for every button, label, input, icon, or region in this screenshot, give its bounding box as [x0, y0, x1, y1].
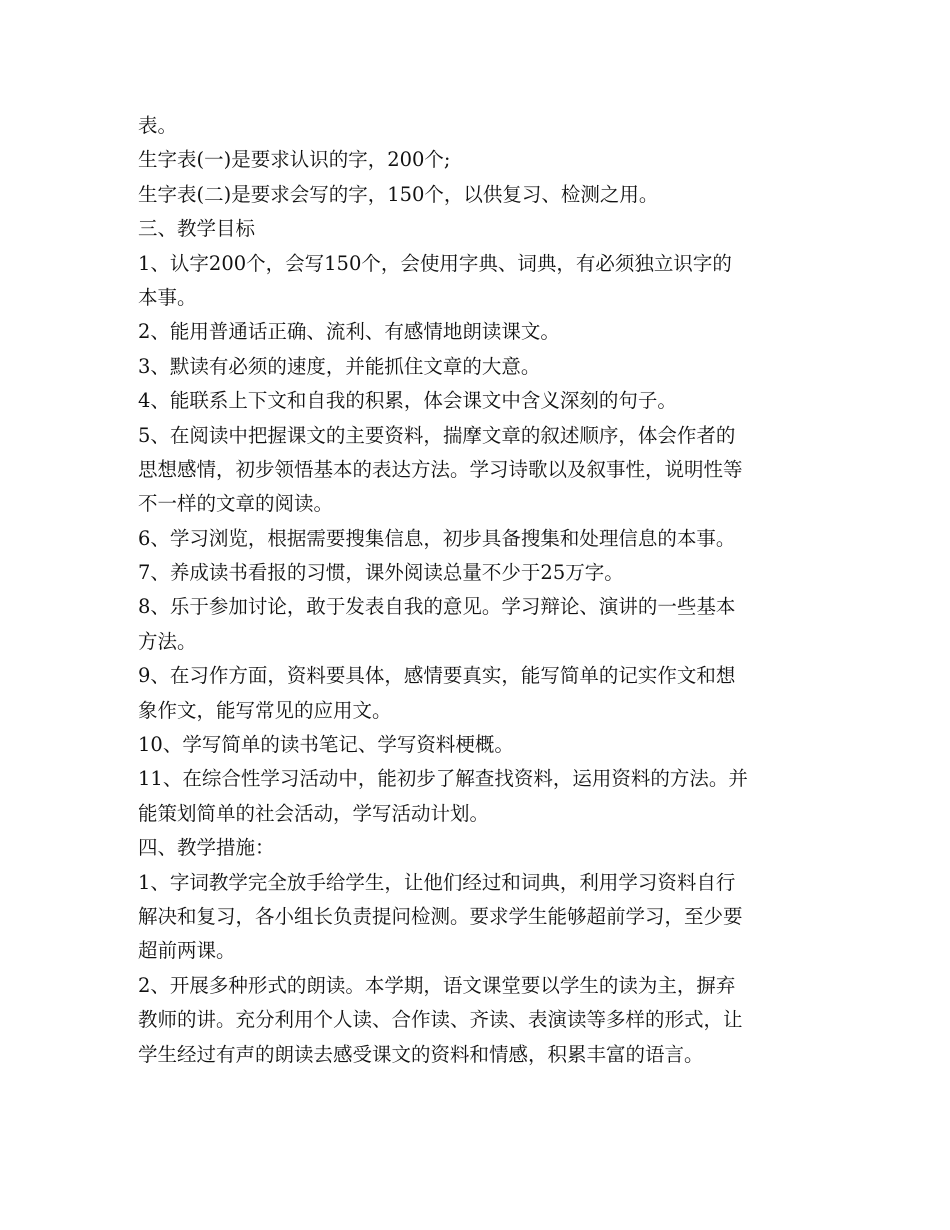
text-line: 解决和复习，各小组长负责提问检测。要求学生能够超前学习，至少要: [138, 904, 743, 928]
section-heading: 三、教学目标: [138, 217, 256, 241]
text-line: 4、能联系上下文和自我的积累，体会课文中含义深刻的句子。: [138, 389, 677, 413]
text-line: 表。: [138, 114, 178, 137]
text-line: 6、学习浏览，根据需要搜集信息，初步具备搜集和处理信息的本事。: [138, 526, 736, 550]
text-line: 本事。: [138, 285, 197, 309]
text-line: 1、认字200个，会写150个，会使用字典、词典，有必须独立识字的: [138, 251, 732, 275]
text-line: 1、字词教学完全放手给学生，让他们经过和词典，利用学习资料自行: [138, 870, 736, 894]
document-page: [138, 109, 818, 1072]
text-line: 方法。: [138, 629, 197, 653]
text-line: 超前两课。: [138, 939, 236, 963]
text-line: 象作文，能写常见的应用文。: [138, 698, 392, 722]
text-line: 学生经过有声的朗读去感受课文的资料和情感，积累丰富的语言。: [138, 1042, 704, 1066]
text-line: 3、默读有必须的速度，并能抓住文章的大意。: [138, 354, 541, 378]
text-line: 生字表(一)是要求认识的字，200个;: [138, 148, 451, 172]
text-line: 2、能用普通话正确、流利、有感情地朗读课文。: [138, 320, 560, 344]
text-line: 7、养成读书看报的习惯，课外阅读总量不少于25万字。: [138, 561, 624, 585]
text-line: 2、开展多种形式的朗读。本学期，语文课堂要以学生的读为主，摒弃: [138, 973, 736, 997]
text-line: 不一样的文章的阅读。: [138, 492, 334, 516]
text-line: 思想感情，初步领悟基本的表达方法。学习诗歌以及叙事性，说明性等: [138, 457, 743, 481]
text-line: 8、乐于参加讨论，敢于发表自我的意见。学习辩论、演讲的一些基本: [138, 595, 736, 619]
text-line: 11、在综合性学习活动中，能初步了解查找资料，运用资料的方法。并: [138, 767, 748, 791]
section-heading: 四、教学措施：: [138, 836, 275, 860]
text-line: 教师的讲。充分利用个人读、合作读、齐读、表演读等多样的形式，让: [138, 1008, 743, 1032]
text-line: 生字表(二)是要求会写的字，150个，以供复习、检测之用。: [138, 182, 659, 206]
text-line: 9、在习作方面，资料要具体，感情要真实，能写简单的记实作文和想: [138, 664, 736, 688]
text-line: 10、学写简单的读书笔记、学写资料梗概。: [138, 733, 514, 757]
text-line: 5、在阅读中把握课文的主要资料，揣摩文章的叙述顺序，体会作者的: [138, 423, 736, 447]
text-line: 能策划简单的社会活动，学写活动计划。: [138, 801, 490, 825]
